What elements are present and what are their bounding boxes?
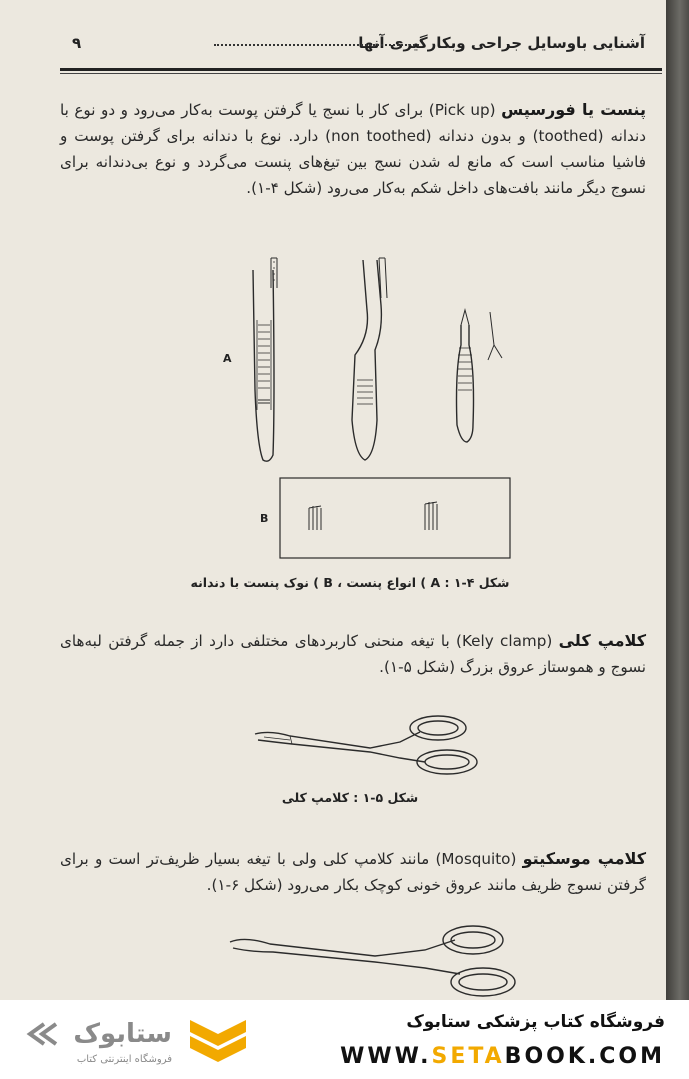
url-suffix: BOOK.COM xyxy=(504,1044,665,1069)
paragraph-forceps-text: (Pick up) برای کار با نسج یا گرفتن پوست به‌کار می‌رود و دو نوع با دندانه (toothed) و بدون دندانه (non toothed) دارد. نوع با دندانه برای گرفتن پوست و فاشیا مناسب است که مانع له شدن نسج بین تیغ‌های پنست می‌گردد و نوع بی‌دندانه برای نسوج دیگر مانند بافت‌های داخل شکم به‌کار می‌رود (شکل ۴-۱). xyxy=(60,101,647,197)
term-mosquito: کلامپ موسکیتو xyxy=(522,849,646,868)
chevron-icon xyxy=(190,1020,246,1062)
setabook-logo xyxy=(22,1012,272,1070)
figure-caption-kelly: شکل ۵-۱ : کلامپ کلی xyxy=(281,790,419,805)
paragraph-mosquito-text: (Mosquito) مانند کلامپ کلی ولی با تیغه بسیار ظریف‌تر است و برای گرفتن نسوج ظریف مانند عروق خونی کوچک بکار می‌رود (شکل ۶-۱). xyxy=(60,850,646,894)
paragraph-mosquito xyxy=(60,846,646,898)
paragraph-kelly xyxy=(60,628,646,680)
figure-caption-forceps: شکل ۴-۱ : A ) انواع پنست ، B ) نوک پنست با دندانه xyxy=(190,575,510,590)
header-rule-thin xyxy=(60,73,662,74)
kelly-clamp-illustration xyxy=(250,712,490,780)
mosquito-clamp-illustration xyxy=(225,912,525,1000)
forceps-illustration xyxy=(205,250,535,562)
figure-label-b: B xyxy=(260,512,269,525)
figure-forceps xyxy=(205,250,535,562)
logo-subtext: فروشگاه اینترنتی کتاب xyxy=(76,1054,172,1065)
shop-name: فروشگاه کتاب پزشکی ستابوک xyxy=(406,1012,665,1032)
paragraph-kelly-text: (Kely clamp) با تیغه منحنی کاربردهای مختلفی دارد از جمله گرفتن لبه‌های نسوج و هموستاز عروق بزرگ (شکل ۵-۱). xyxy=(60,632,646,676)
term-kelly: کلامپ کلی xyxy=(558,631,646,650)
running-title: آشنایی باوسایل جراحی وبکارگیری آنها xyxy=(358,34,645,52)
double-arrow-icon xyxy=(30,1024,56,1044)
header-dotted-leader xyxy=(214,44,419,46)
header-rule-thick xyxy=(60,68,662,71)
website-url[interactable] xyxy=(340,1044,665,1069)
term-forceps: پنست یا فورسپس xyxy=(501,100,646,119)
page-header xyxy=(62,34,657,60)
figure-label-a: A xyxy=(223,352,232,365)
url-highlight: SETA xyxy=(431,1044,505,1069)
paragraph-forceps xyxy=(60,97,646,201)
url-prefix: WWW. xyxy=(340,1044,432,1069)
page-number: ۹ xyxy=(72,34,82,52)
book-spine-edge xyxy=(666,0,689,1000)
watermark-footer xyxy=(0,1000,689,1079)
figure-kelly-clamp xyxy=(250,712,490,780)
figure-mosquito-clamp xyxy=(225,912,525,1000)
logo-text: ستابوک xyxy=(73,1019,172,1049)
